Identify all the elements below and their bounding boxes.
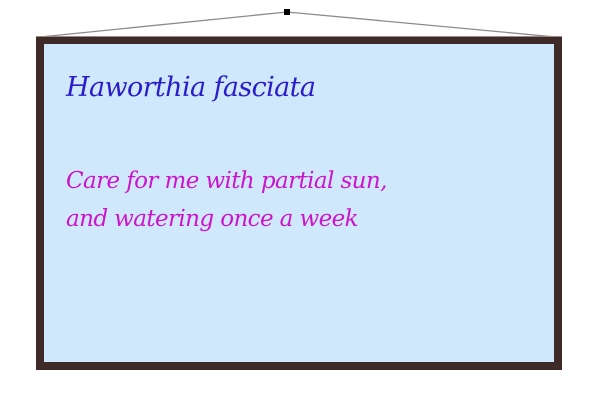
care-line: Care for me with partial sun, [66, 168, 387, 194]
care-line: and watering once a week [66, 206, 358, 232]
sign-frame [36, 36, 562, 370]
nail-icon [284, 9, 290, 15]
string-line [40, 12, 556, 37]
sign-board [44, 44, 554, 362]
plant-name-title: Haworthia fasciata [66, 72, 316, 103]
care-instructions [66, 162, 387, 238]
